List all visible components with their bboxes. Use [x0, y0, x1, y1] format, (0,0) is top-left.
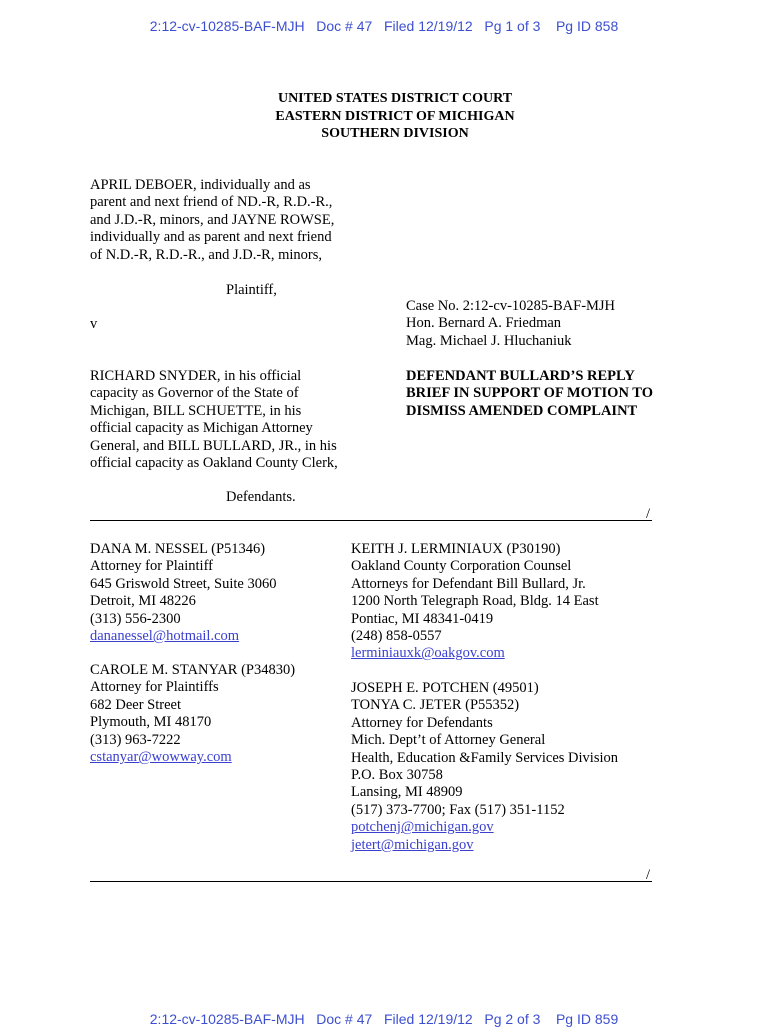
court-caption [0, 90, 768, 143]
court-name: UNITED STATES DISTRICT COURT [277, 91, 513, 106]
separator-slash: / [646, 506, 651, 522]
counsel-line: Oakland County Corporation Counsel [351, 558, 572, 575]
caption-separator [90, 520, 652, 521]
counsel-line: Plymouth, MI 48170 [90, 714, 212, 731]
counsel-line: Attorney for Plaintiffs [90, 679, 219, 696]
case-number: Case No. 2:12-cv-10285-BAF-MJH [406, 298, 616, 314]
counsel-line: Attorney for Plaintiff [90, 558, 213, 575]
counsel-line: (248) 858-0557 [351, 628, 442, 645]
counsel-line: (313) 963-7222 [90, 731, 181, 748]
plaintiffs-line: of N.D.-R, R.D.-R., and J.D.-R, minors, [90, 246, 322, 263]
counsel-block-stanyar [90, 662, 295, 766]
counsel-line: CAROLE M. STANYAR (P34830) [90, 662, 296, 678]
defendants-line: Michigan, BILL SCHUETTE, in his [90, 402, 302, 419]
brief-title [406, 368, 653, 420]
plaintiffs-line: and J.D.-R, minors, and JAYNE ROWSE, [90, 211, 335, 228]
defendants-line: General, and BILL BULLARD, JR., in his [90, 437, 337, 454]
court-district: EASTERN DISTRICT OF MICHIGAN [275, 108, 515, 124]
defendant-label: Defendants. [226, 489, 296, 505]
defendants-line: RICHARD SNYDER, in his official [90, 368, 302, 384]
counsel-line: Lansing, MI 48909 [351, 784, 463, 801]
case-info-block [406, 298, 615, 350]
separator-slash: / [646, 867, 651, 883]
defendants-line: official capacity as Michigan Attorney [90, 420, 313, 437]
counsel-block-nessel [90, 541, 276, 645]
counsel-line: P.O. Box 30758 [351, 767, 443, 784]
counsel-line: (517) 373-7700; Fax (517) 351-1152 [351, 801, 565, 818]
counsel-line: TONYA C. JETER (P55352) [351, 697, 520, 714]
counsel-block-lerminiaux [351, 541, 599, 663]
plaintiff-label: Plaintiff, [226, 282, 277, 298]
defendants-line: capacity as Governor of the State of [90, 385, 299, 402]
judge-name: Hon. Bernard A. Friedman [406, 315, 562, 332]
next-page-header-stamp: 2:12-cv-10285-BAF-MJH Doc # 47 Filed 12/19/12 Pg 2 of 3 Pg ID 859 [149, 1011, 619, 1027]
counsel-line: Attorney for Defendants [351, 714, 493, 731]
counsel-block-potchen-jeter [351, 680, 618, 854]
counsel-line: 1200 North Telegraph Road, Bldg. 14 East [351, 593, 599, 610]
court-division: SOUTHERN DIVISION [321, 126, 469, 141]
email-link[interactable]: cstanyar@wowway.com [90, 749, 232, 766]
counsel-line: KEITH J. LERMINIAUX (P30190) [351, 541, 561, 557]
versus-label: v [90, 316, 98, 332]
defendants-line: official capacity as Oakland County Clerk, [90, 455, 338, 472]
email-link[interactable]: lerminiauxk@oakgov.com [351, 645, 505, 662]
brief-title-line: BRIEF IN SUPPORT OF MOTION TO [406, 385, 653, 402]
magistrate-name: Mag. Michael J. Hluchaniuk [406, 332, 572, 349]
counsel-line: (313) 556-2300 [90, 610, 181, 627]
counsel-line: 682 Deer Street [90, 696, 181, 713]
counsel-line: Attorneys for Defendant Bill Bullard, Jr. [351, 575, 586, 592]
plaintiffs-line: APRIL DEBOER, individually and as [90, 177, 311, 193]
counsel-separator [90, 881, 652, 882]
page-header-stamp: 2:12-cv-10285-BAF-MJH Doc # 47 Filed 12/19/12 Pg 1 of 3 Pg ID 858 [149, 18, 619, 34]
plaintiffs-line: parent and next friend of ND.-R, R.D.-R., [90, 194, 333, 211]
counsel-line: DANA M. NESSEL (P51346) [90, 541, 266, 557]
email-link[interactable]: jetert@michigan.gov [351, 836, 474, 853]
counsel-line: Detroit, MI 48226 [90, 593, 196, 610]
defendants-block [90, 368, 338, 472]
brief-title-line: DEFENDANT BULLARD’S REPLY [406, 368, 635, 384]
plaintiffs-block [90, 177, 334, 264]
email-link[interactable]: dananessel@hotmail.com [90, 628, 240, 645]
counsel-line: Mich. Dept’t of Attorney General [351, 732, 546, 749]
counsel-line: JOSEPH E. POTCHEN (49501) [351, 680, 539, 696]
brief-title-line: DISMISS AMENDED COMPLAINT [406, 402, 638, 419]
email-link[interactable]: potchenj@michigan.gov [351, 819, 494, 836]
counsel-line: Pontiac, MI 48341-0419 [351, 610, 494, 627]
counsel-line: Health, Education &Family Services Division [351, 749, 618, 766]
plaintiffs-line: individually and as parent and next friend [90, 229, 332, 246]
counsel-line: 645 Griswold Street, Suite 3060 [90, 575, 277, 592]
